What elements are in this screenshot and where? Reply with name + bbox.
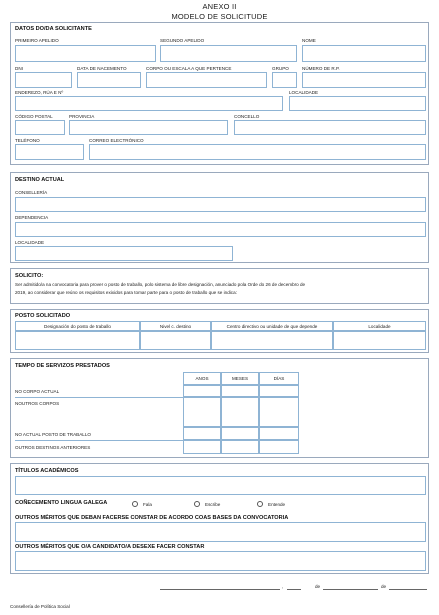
- service-current-corps-years[interactable]: [183, 385, 221, 397]
- department-label: DEPENDENCIA: [15, 215, 49, 220]
- group-field[interactable]: [272, 72, 297, 88]
- signature-year-line[interactable]: [389, 589, 427, 590]
- signature-de-1: de: [315, 584, 321, 589]
- radio-write[interactable]: [194, 501, 200, 507]
- first-surname-label: PRIMEIRO APELIDO: [15, 38, 59, 43]
- service-row-previous: OUTROS DESTINOS ANTERIORES: [15, 445, 91, 450]
- annex-label: ANEXO II: [202, 2, 237, 11]
- service-previous-days[interactable]: [259, 440, 299, 454]
- merits-field[interactable]: [15, 522, 426, 542]
- position-level-cell[interactable]: [140, 331, 211, 350]
- council-label: CONCELLO: [234, 114, 260, 119]
- request-section-title: SOLICITO:: [15, 273, 44, 279]
- service-current-corps-days[interactable]: [259, 385, 299, 397]
- footer-department: Consellería de Política Social: [10, 604, 70, 609]
- ministry-field[interactable]: [15, 197, 426, 212]
- service-current-corps-months[interactable]: [221, 385, 259, 397]
- birth-date-field[interactable]: [77, 72, 141, 88]
- dni-field[interactable]: [15, 72, 72, 88]
- page-title: MODELO DE SOLICITUDE: [171, 12, 268, 21]
- radio-understand[interactable]: [257, 501, 263, 507]
- email-field[interactable]: [89, 144, 426, 160]
- postal-code-field[interactable]: [15, 120, 65, 135]
- signature-place-line[interactable]: [160, 589, 280, 590]
- rp-number-field[interactable]: [302, 72, 426, 88]
- locality-label: LOCALIDADE: [289, 90, 319, 95]
- candidate-merits-field[interactable]: [15, 551, 426, 571]
- position-designation-cell[interactable]: [15, 331, 140, 350]
- corps-label: CORPO OU ESCALA A QUE PERTENCE: [146, 66, 232, 71]
- request-section: [10, 268, 429, 304]
- destination-locality-field[interactable]: [15, 246, 233, 261]
- phone-label: TELÉFONO: [15, 138, 40, 143]
- phone-field[interactable]: [15, 144, 84, 160]
- birth-date-label: DATA DE NACEMENTO: [77, 66, 127, 71]
- service-section-title: TEMPO DE SERVIZOS PRESTADOS: [15, 363, 110, 369]
- radio-speak[interactable]: [132, 501, 138, 507]
- province-field[interactable]: [69, 120, 228, 135]
- service-other-corps-months[interactable]: [221, 397, 259, 427]
- service-current-post-days[interactable]: [259, 427, 299, 440]
- name-field[interactable]: [302, 45, 426, 62]
- service-col-months: MESES: [221, 372, 259, 385]
- academic-section-title: TÍTULOS ACADÉMICOS: [15, 468, 79, 474]
- group-label: GRUPO: [272, 66, 289, 71]
- department-field[interactable]: [15, 222, 426, 237]
- signature-day-line[interactable]: [287, 589, 301, 590]
- postal-code-label: CÓDIGO POSTAL: [15, 114, 53, 119]
- locality-field[interactable]: [289, 96, 426, 111]
- service-previous-months[interactable]: [221, 440, 259, 454]
- galician-section-title: COÑECEMENTO LINGUA GALEGA: [15, 500, 108, 506]
- corps-field[interactable]: [146, 72, 267, 88]
- email-label: CORREO ELECTRÓNICO: [89, 138, 144, 143]
- second-surname-label: SEGUNDO APELIDO: [160, 38, 205, 43]
- candidate-merits-section-title: OUTROS MÉRITOS QUE O/A CANDIDATO/A DESEXE FACER CONSTAR: [15, 544, 205, 550]
- service-other-corps-years[interactable]: [183, 397, 221, 427]
- service-row-current-corps: NO CORPO ACTUAL: [15, 389, 60, 394]
- service-col-years: ANOS: [183, 372, 221, 385]
- service-other-corps-days[interactable]: [259, 397, 299, 427]
- academic-titles-field[interactable]: [15, 476, 426, 495]
- name-label: NOME: [302, 38, 316, 43]
- request-text-line-1: Ser admitido/a na convocatoria para prover o posto de traballo, polo sistema de libre designación, anunciado pola Orde do 26 de decembro de: [15, 282, 306, 287]
- dni-label: DNI: [15, 66, 23, 71]
- signature-month-line[interactable]: [323, 589, 378, 590]
- rp-number-label: NÚMERO DE R.P.: [302, 66, 340, 71]
- request-text-line-2: 2019, ao considerar que reúno os requisitos exixidos para tomar parte para o posto de traballo que se indica:: [15, 290, 237, 295]
- position-section-title: POSTO SOLICITADO: [15, 313, 71, 319]
- address-field[interactable]: [15, 96, 283, 111]
- council-field[interactable]: [234, 120, 426, 135]
- address-label: ENDEREZO, RÚA E Nº: [15, 90, 64, 95]
- applicant-section: [10, 22, 429, 165]
- position-section: [10, 309, 429, 353]
- position-col-center: Centro directivo ou unidade de que depende: [211, 321, 333, 331]
- position-col-designation: Designación do posto de traballo: [15, 321, 140, 331]
- radio-speak-label: Fala: [143, 502, 152, 507]
- service-previous-years[interactable]: [183, 440, 221, 454]
- first-surname-field[interactable]: [15, 45, 156, 62]
- service-row-current-post: NO ACTUAL POSTO DE TRABALLO: [15, 432, 91, 437]
- province-label: PROVINCIA: [69, 114, 95, 119]
- position-center-cell[interactable]: [211, 331, 333, 350]
- signature-de-2: de: [381, 584, 387, 589]
- signature-comma: ,: [282, 584, 284, 589]
- position-col-level: Nivel c. destino: [140, 321, 211, 331]
- destination-section-title: DESTINO ACTUAL: [15, 177, 65, 183]
- service-current-post-months[interactable]: [221, 427, 259, 440]
- service-row-other-corps: NOUTROS CORPOS: [15, 401, 60, 406]
- service-section: [10, 358, 429, 458]
- ministry-label: CONSELLERÍA: [15, 190, 48, 195]
- radio-write-label: Escribe: [205, 502, 221, 507]
- merits-section-title: OUTROS MÉRITOS QUE DEBAN FACERSE CONSTAR DE ACORDO COAS BASES DA CONVOCATORIA: [15, 515, 289, 521]
- destination-locality-label: LOCALIDADE: [15, 240, 45, 245]
- applicant-section-title: DATOS DO/DA SOLICITANTE: [15, 26, 92, 32]
- position-col-locality: Localidade: [333, 321, 426, 331]
- second-surname-field[interactable]: [160, 45, 297, 62]
- position-locality-cell[interactable]: [333, 331, 426, 350]
- service-current-post-years[interactable]: [183, 427, 221, 440]
- destination-section: [10, 172, 429, 263]
- radio-understand-label: Entende: [268, 502, 286, 507]
- service-col-days: DÍAS: [259, 372, 299, 385]
- academic-section: [10, 463, 429, 574]
